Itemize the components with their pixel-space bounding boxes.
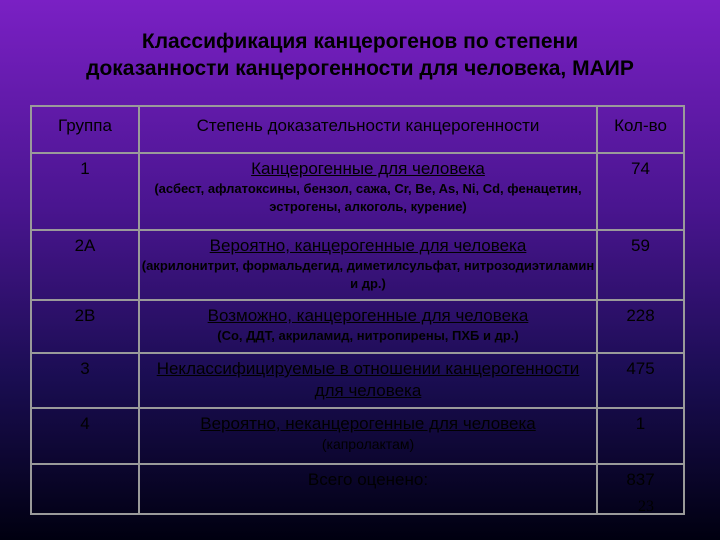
row-degree [139, 408, 597, 464]
row-title: Возможно, канцерогенные для человека [207, 306, 529, 325]
row-examples: (акрилонитрит, формальдегид, диметилсульфат, нитрозодиэтиламин и др.) [141, 258, 595, 291]
row-count: 1 [597, 408, 684, 464]
row-group: 1 [31, 153, 139, 230]
total-count: 837 [597, 464, 684, 514]
total-row [31, 464, 684, 514]
row-group: 2A [31, 230, 139, 300]
table-row [31, 153, 684, 230]
row-count: 59 [597, 230, 684, 300]
header-count: Кол-во [597, 106, 684, 153]
total-group-empty [31, 464, 139, 514]
row-examples: (капролактам) [321, 436, 415, 452]
slide-title [0, 28, 720, 82]
title-line-2: доказанности канцерогенности для человека, МАИР [86, 57, 634, 80]
header-group: Группа [31, 106, 139, 153]
row-count: 228 [597, 300, 684, 353]
row-examples: (асбест, афлатоксины, бензол, сажа, Cr, Be, As, Ni, Cd, фенацетин, эстрогены, алкоголь, курение) [154, 181, 582, 214]
table-row [31, 353, 684, 408]
slide-number: 23 [638, 498, 654, 515]
table-row [31, 230, 684, 300]
row-group: 2B [31, 300, 139, 353]
row-degree [139, 353, 597, 408]
row-title: Вероятно, канцерогенные для человека [209, 236, 527, 255]
total-label: Всего оценено: [139, 464, 597, 514]
row-group: 3 [31, 353, 139, 408]
row-degree [139, 300, 597, 353]
row-degree [139, 153, 597, 230]
table-row [31, 300, 684, 353]
table-header-row [31, 106, 684, 153]
table-row [31, 408, 684, 464]
row-title: Неклассифицируемые в отношении канцерогенности для человека [156, 359, 580, 400]
row-count: 74 [597, 153, 684, 230]
row-count: 475 [597, 353, 684, 408]
carcinogen-classification-table [30, 105, 685, 515]
row-group: 4 [31, 408, 139, 464]
row-title: Канцерогенные для человека [251, 159, 485, 178]
title-line-1: Классификация канцерогенов по степени [141, 30, 579, 53]
row-title: Вероятно, неканцерогенные для человека [200, 414, 536, 433]
row-examples: (Co, ДДТ, акриламид, нитропирены, ПХБ и др.) [217, 328, 519, 343]
header-degree: Степень доказательности канцерогенности [139, 106, 597, 153]
row-degree [139, 230, 597, 300]
